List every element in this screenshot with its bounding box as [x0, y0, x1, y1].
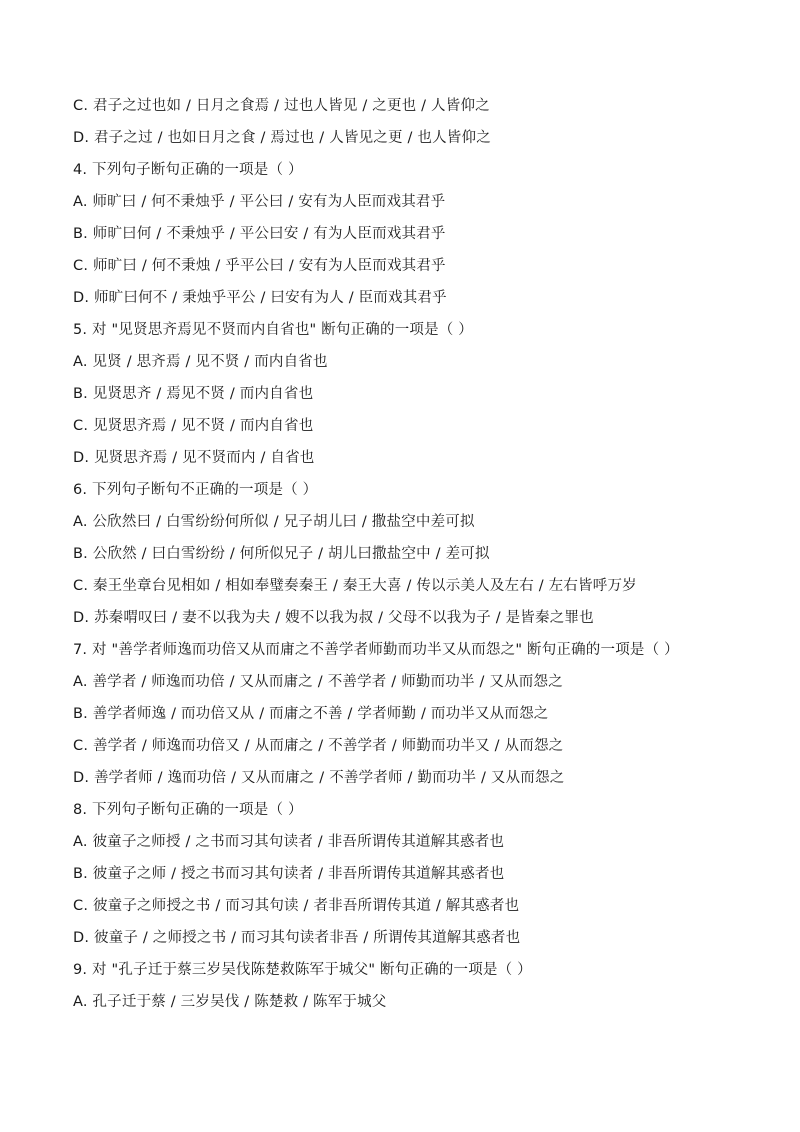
option-line: C. 见贤思齐焉 / 见不贤 / 而内自省也: [73, 418, 314, 434]
question-text-block: [73, 90, 773, 1018]
option-line: A. 师旷曰 / 何不秉烛乎 / 平公曰 / 安有为人臣而戏其君乎: [73, 194, 446, 210]
option-line: C. 善学者 / 师逸而功倍又 / 从而庸之 / 不善学者 / 师勤而功半又 / 从而怨之: [73, 738, 564, 754]
question-line: 4. 下列句子断句正确的一项是（ ）: [73, 162, 303, 178]
question-line: 6. 下列句子断句不正确的一项是（ ）: [73, 482, 318, 498]
option-line: A. 见贤 / 思齐焉 / 见不贤 / 而内自省也: [73, 354, 328, 370]
option-line: A. 孔子迁于蔡 / 三岁吴伐 / 陈楚救 / 陈军于城父: [73, 994, 387, 1010]
question-line: 5. 对 "见贤思齐焉见不贤而内自省也" 断句正确的一项是（ ）: [73, 322, 474, 338]
option-line: A. 善学者 / 师逸而功倍 / 又从而庸之 / 不善学者 / 师勤而功半 / 又从而怨之: [73, 674, 563, 690]
option-line: D. 善学者师 / 逸而功倍 / 又从而庸之 / 不善学者师 / 勤而功半 / 又从而怨之: [73, 770, 565, 786]
option-line: B. 公欣然 / 曰白雪纷纷 / 何所似兄子 / 胡儿曰撒盐空中 / 差可拟: [73, 546, 490, 562]
option-line: A. 公欣然曰 / 白雪纷纷何所似 / 兄子胡儿曰 / 撒盐空中差可拟: [73, 514, 475, 530]
option-line: C. 师旷曰 / 何不秉烛 / 乎平公曰 / 安有为人臣而戏其君乎: [73, 258, 446, 274]
option-line: D. 彼童子 / 之师授之书 / 而习其句读者非吾 / 所谓传其道解其惑者也: [73, 930, 521, 946]
option-line: B. 师旷曰何 / 不秉烛乎 / 平公曰安 / 有为人臣而戏其君乎: [73, 226, 446, 242]
option-line: C. 秦王坐章台见相如 / 相如奉璧奏秦王 / 秦王大喜 / 传以示美人及左右 / 左右皆呼万岁: [73, 578, 637, 594]
option-line: C. 彼童子之师授之书 / 而习其句读 / 者非吾所谓传其道 / 解其惑者也: [73, 898, 520, 914]
option-line: D. 苏秦喟叹曰 / 妻不以我为夫 / 嫂不以我为叔 / 父母不以我为子 / 是皆秦之罪也: [73, 610, 594, 626]
question-line: 8. 下列句子断句正确的一项是（ ）: [73, 802, 303, 818]
option-line: B. 善学者师逸 / 而功倍又从 / 而庸之不善 / 学者师勤 / 而功半又从而怨之: [73, 706, 549, 722]
question-line: 9. 对 "孔子迁于蔡三岁吴伐陈楚救陈军于城父" 断句正确的一项是（ ）: [73, 962, 532, 978]
option-line: B. 见贤思齐 / 焉见不贤 / 而内自省也: [73, 386, 314, 402]
option-line: D. 君子之过 / 也如日月之食 / 焉过也 / 人皆见之更 / 也人皆仰之: [73, 130, 491, 146]
option-line: D. 见贤思齐焉 / 见不贤而内 / 自省也: [73, 450, 315, 466]
question-line: 7. 对 "善学者师逸而功倍又从而庸之不善学者师勤而功半又从而怨之" 断句正确的一项是（ ）: [73, 642, 679, 658]
option-line: B. 彼童子之师 / 授之书而习其句读者 / 非吾所谓传其道解其惑者也: [73, 866, 505, 882]
option-line: C. 君子之过也如 / 日月之食焉 / 过也人皆见 / 之更也 / 人皆仰之: [73, 98, 490, 114]
option-line: D. 师旷曰何不 / 秉烛乎平公 / 曰安有为人 / 臣而戏其君乎: [73, 290, 447, 306]
option-line: A. 彼童子之师授 / 之书而习其句读者 / 非吾所谓传其道解其惑者也: [73, 834, 505, 850]
